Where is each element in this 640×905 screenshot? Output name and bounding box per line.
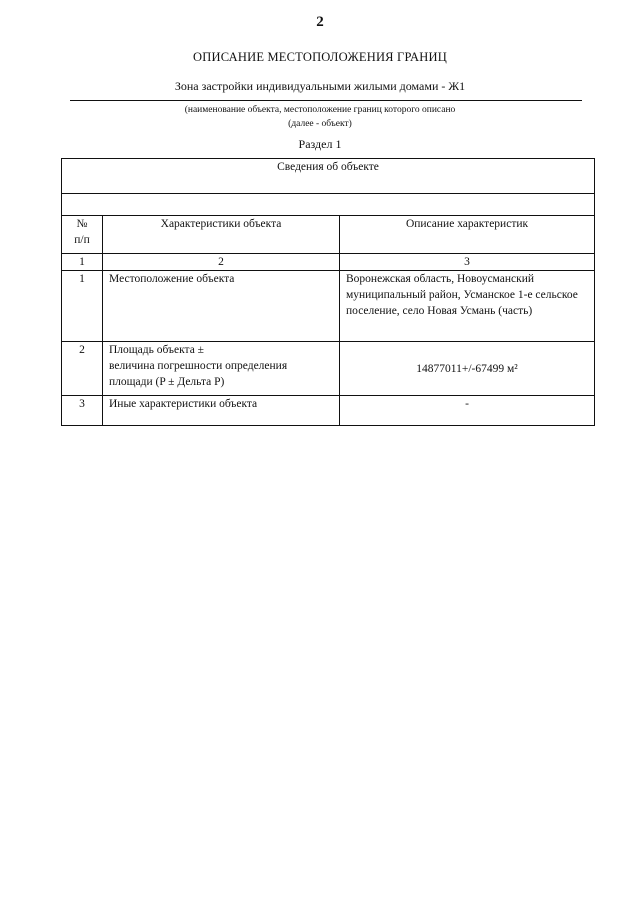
table-empty-cell xyxy=(62,194,595,216)
col-number-1: 1 xyxy=(62,254,103,271)
col-header-characteristic: Характеристики объекта xyxy=(103,216,340,254)
object-info-table xyxy=(61,158,595,426)
row-description: Воронежская область, Новоусманский муниципальный район, Усманское 1-е сельское поселение, село Новая Усмань (часть) xyxy=(340,271,595,342)
table-heading: Сведения об объекте xyxy=(62,159,595,194)
table-column-numbers xyxy=(62,254,595,271)
object-caption-line-2: (далее - объект) xyxy=(288,119,352,129)
row-description: - xyxy=(340,396,595,426)
table-heading-row xyxy=(62,159,595,194)
document-title: ОПИСАНИЕ МЕСТОПОЛОЖЕНИЯ ГРАНИЦ xyxy=(193,50,447,64)
row-number: 3 xyxy=(62,396,103,426)
col-header-description: Описание характеристик xyxy=(340,216,595,254)
row-number: 2 xyxy=(62,342,103,396)
object-caption-line-1: (наименование объекта, местоположение границ которого описано xyxy=(184,105,456,115)
row-characteristic: Иные характеристики объекта xyxy=(103,396,340,426)
table-empty-row xyxy=(62,194,595,216)
page-number: 2 xyxy=(316,14,324,30)
col-header-number: № п/п xyxy=(62,216,103,254)
object-caption xyxy=(0,103,640,131)
col-number-2: 2 xyxy=(103,254,340,271)
object-name: Зона застройки индивидуальными жилыми домами - Ж1 xyxy=(174,79,466,93)
table-row xyxy=(62,396,595,426)
row-description: 14877011+/-67499 м² xyxy=(340,342,595,396)
object-name-underline xyxy=(70,100,582,101)
table-row xyxy=(62,271,595,342)
row-characteristic: Местоположение объекта xyxy=(103,271,340,342)
table-row xyxy=(62,342,595,396)
table-column-headers xyxy=(62,216,595,254)
col-number-3: 3 xyxy=(340,254,595,271)
row-characteristic: Площадь объекта ± величина погрешности определения площади (P ± Дельта P) xyxy=(103,342,340,396)
row-number: 1 xyxy=(62,271,103,342)
section-title: Раздел 1 xyxy=(298,137,342,151)
